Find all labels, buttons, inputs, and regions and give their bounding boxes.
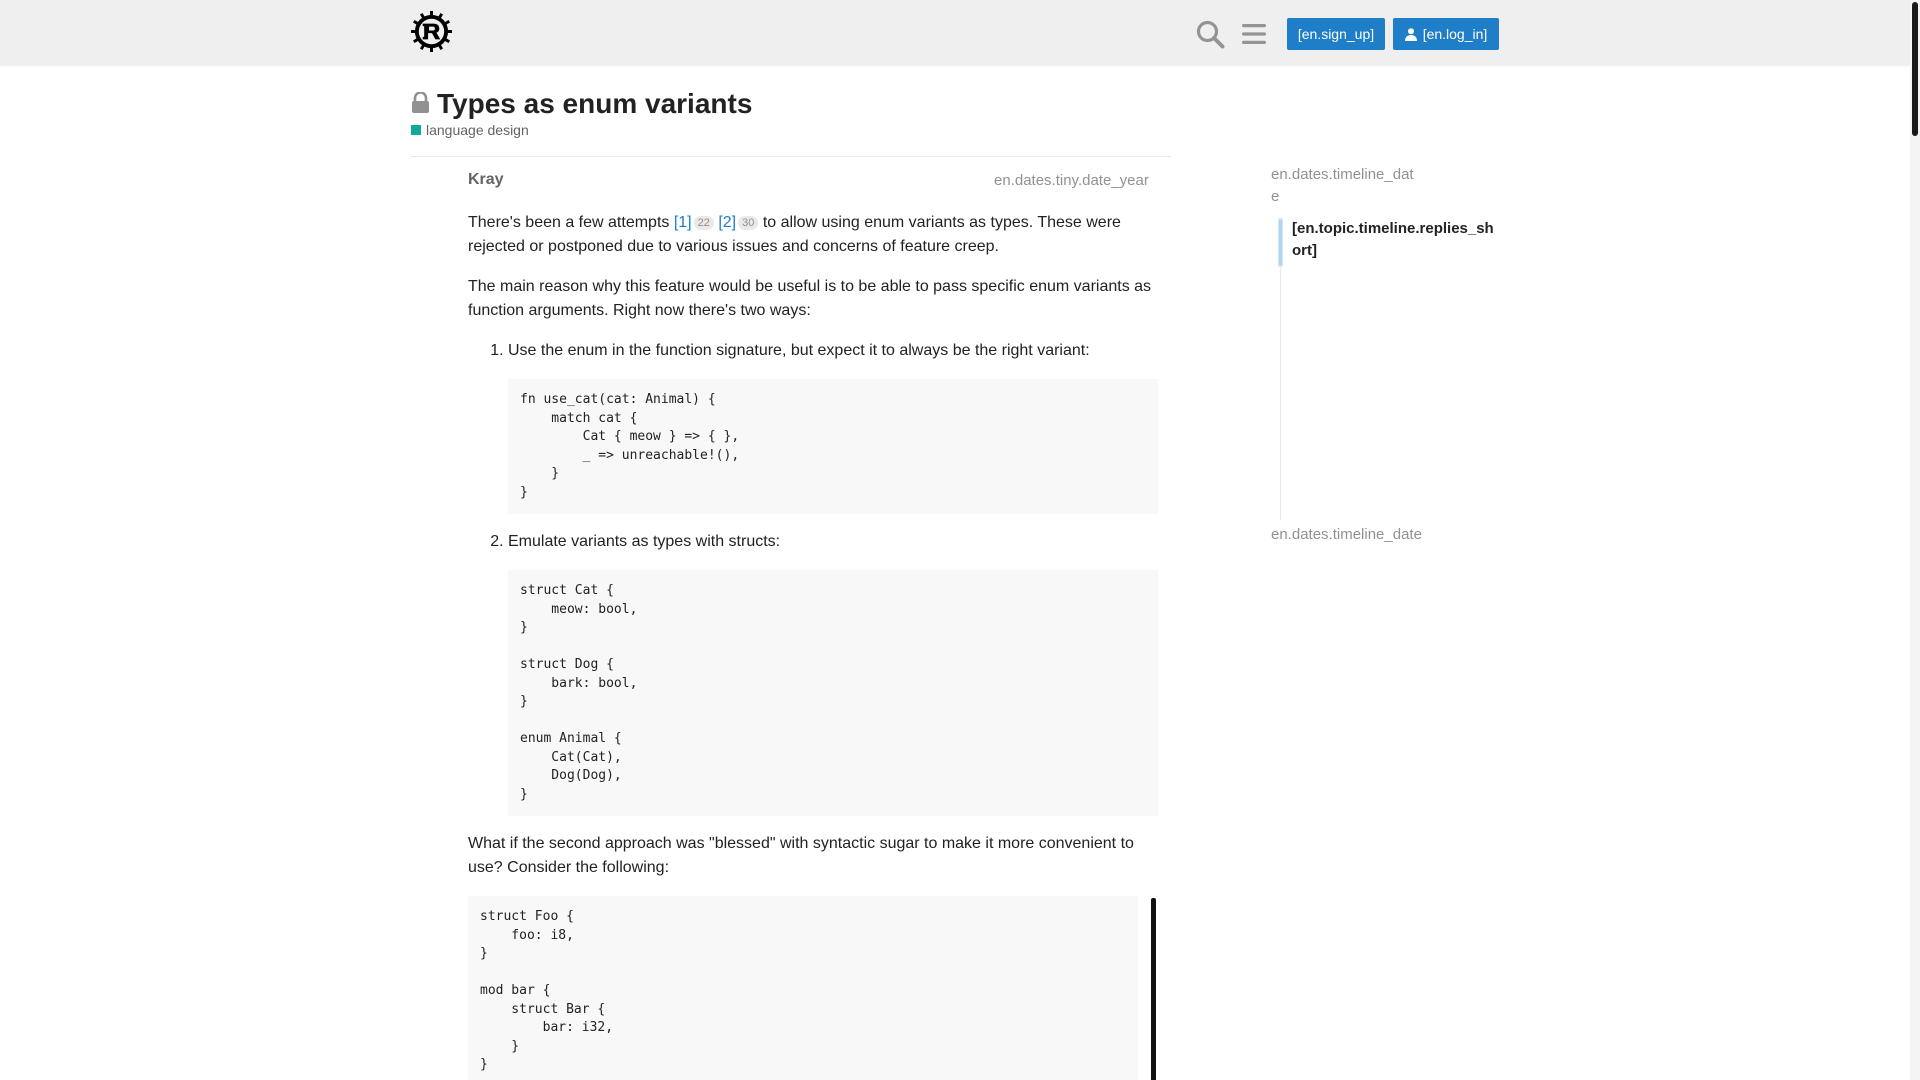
sign-up-label: [en.sign_up] [1297, 26, 1375, 42]
rust-logo-icon[interactable] [410, 10, 453, 53]
title-divider [411, 156, 1171, 157]
timeline-end-date[interactable]: en.dates.timeline_date [1271, 526, 1422, 543]
list-item-text: Emulate variants as types with structs: [508, 533, 781, 550]
timeline-start-date[interactable]: en.dates.timeline_date [1271, 166, 1414, 205]
approaches-list [508, 339, 1158, 816]
code-block: fn use_cat(cat: Animal) { match cat { Cat { meow } => { }, _ => unreachable!(), } } [508, 379, 1158, 514]
topic-title[interactable]: Types as enum variants [437, 88, 753, 119]
code-block-container [468, 896, 1158, 1080]
link-click-count: 30 [738, 216, 758, 230]
post-text: There's been a few attempts [468, 214, 674, 231]
code-block: struct Cat { meow: bool, } struct Dog { bark: bool, } enum Animal { Cat(Cat), Dog(Dog), } [508, 570, 1158, 816]
post-paragraph: The main reason why this feature would be useful is to be able to pass specific enum variants as function arguments. Right now there's two ways: [468, 278, 1152, 319]
category-label: language design [426, 122, 529, 138]
user-icon [1405, 28, 1417, 41]
category-badge[interactable] [411, 122, 529, 138]
post-paragraph: What if the second approach was "blessed" with syntactic sugar to make it more convenient to use? Consider the following: [468, 835, 1134, 876]
code-block-scrollbar[interactable] [1151, 898, 1156, 1080]
list-item [508, 339, 1158, 514]
list-item [508, 530, 1158, 816]
post-author[interactable]: Kray [468, 171, 504, 188]
reference-link-2[interactable]: [2] [718, 214, 737, 231]
page-scrollbar-thumb[interactable] [1912, 2, 1918, 136]
timeline-handle-bar [1279, 220, 1282, 265]
log-in-button[interactable] [1393, 18, 1499, 50]
timeline-replies: [en.topic.timeline.replies_short] [1292, 220, 1494, 259]
log-in-label: [en.log_in] [1422, 26, 1488, 42]
sign-up-button[interactable] [1287, 18, 1385, 50]
link-click-count: 22 [694, 216, 714, 230]
lock-icon [411, 92, 430, 114]
post-date[interactable]: en.dates.tiny.date_year [994, 172, 1149, 189]
post-paragraph [468, 211, 1158, 259]
hamburger-menu-icon[interactable] [1240, 20, 1268, 48]
page-scrollbar[interactable] [1910, 0, 1920, 1080]
search-icon[interactable] [1195, 19, 1225, 49]
post-text: to allow using enum variants as types. These were rejected or postponed due to various issues and concerns of feature creep. [468, 214, 1121, 255]
reference-link-1[interactable]: [1] [673, 214, 692, 231]
post-body [468, 211, 1158, 1080]
code-block: struct Foo { foo: i8, } mod bar { struct Bar { bar: i32, } } [468, 896, 1138, 1080]
site-header [0, 0, 1910, 65]
category-color-swatch [411, 125, 421, 135]
list-item-text: Use the enum in the function signature, but expect it to always be the right variant: [508, 342, 1090, 359]
